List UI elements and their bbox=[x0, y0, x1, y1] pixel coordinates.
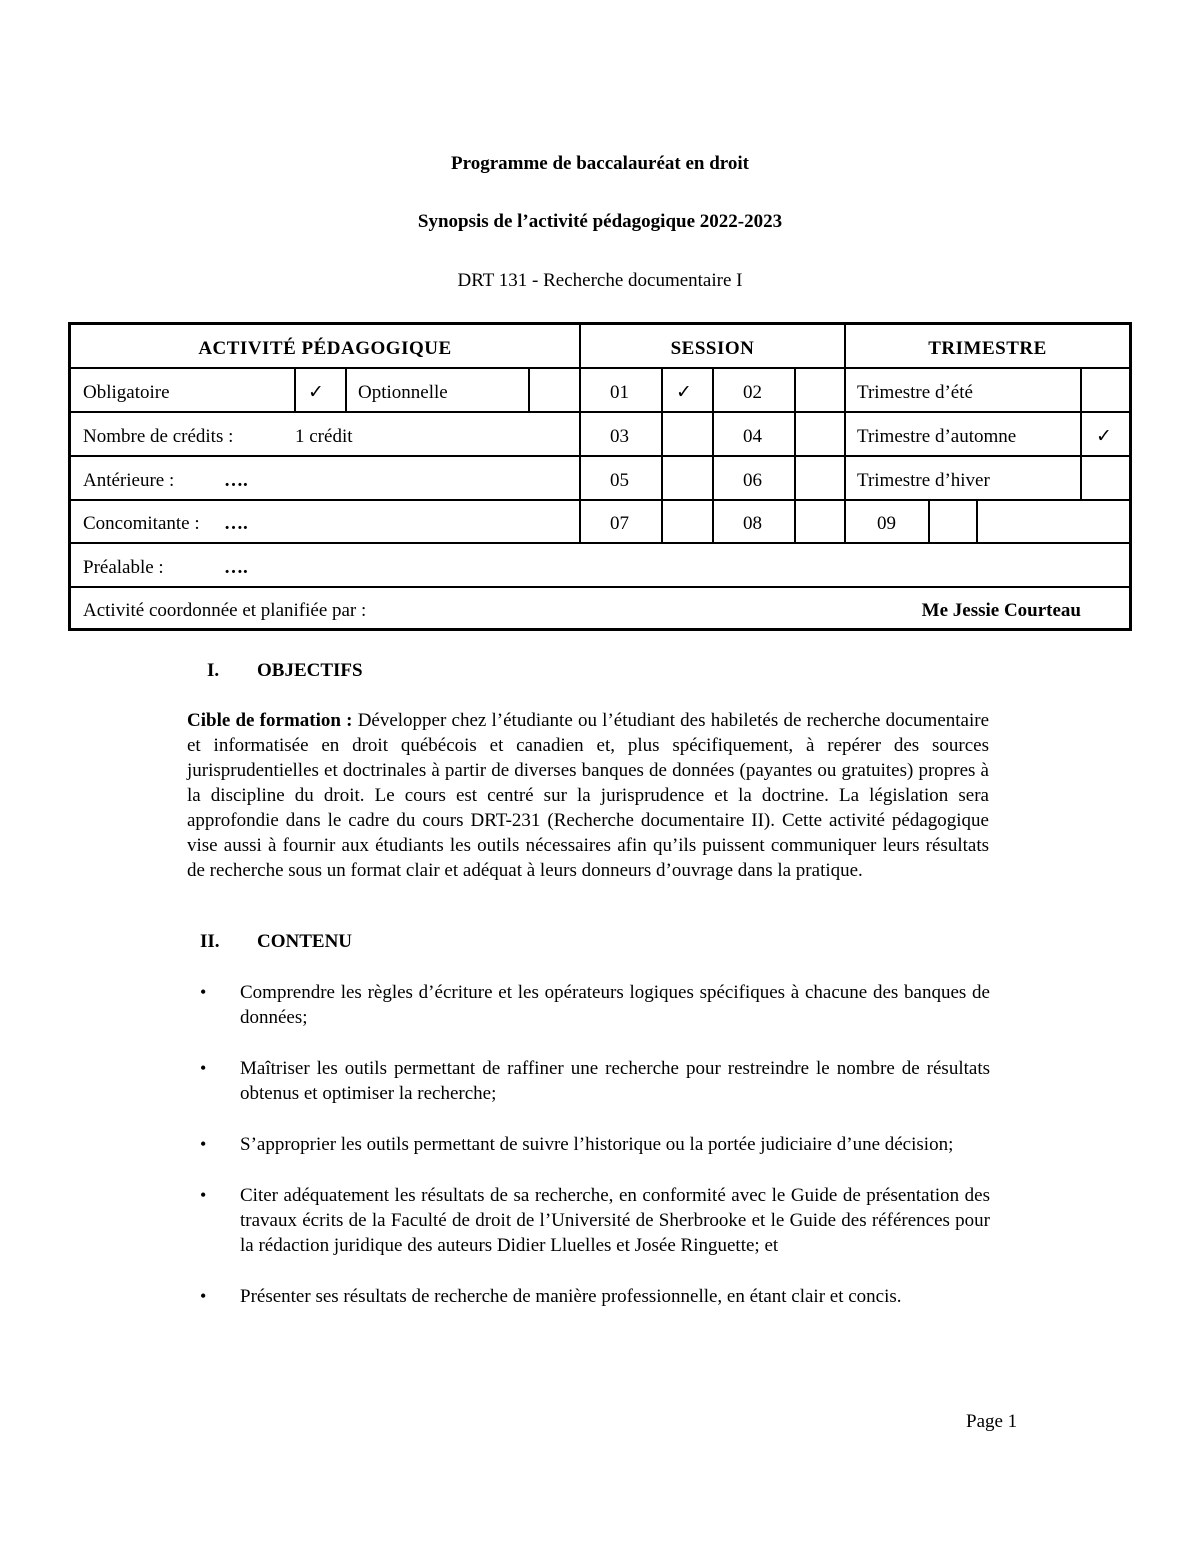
coordinated-label: Activité coordonnée et planifiée par : bbox=[83, 600, 367, 621]
trimestre-ete: Trimestre d’été bbox=[857, 382, 973, 403]
prealable-label: Préalable : bbox=[83, 557, 164, 578]
synopsis-title: Synopsis de l’activité pédagogique 2022-2023 bbox=[417, 211, 783, 232]
bullet-icon: • bbox=[200, 1134, 207, 1154]
trimestre-automne: Trimestre d’automne bbox=[857, 426, 1017, 447]
bullet-icon: • bbox=[200, 982, 207, 1002]
trimestre-hiver: Trimestre d’hiver bbox=[857, 470, 990, 491]
objectifs-heading: OBJECTIFS bbox=[257, 660, 363, 681]
concomitante-label: Concomitante : bbox=[83, 513, 200, 534]
session-07: 07 bbox=[610, 513, 629, 534]
list-item: • Comprendre les règles d’écriture et les opérateurs logiques spécifiques à chacune des banques de données; bbox=[200, 982, 990, 1028]
bullet-icon: • bbox=[200, 1058, 207, 1078]
optionnelle-label: Optionnelle bbox=[358, 382, 448, 403]
obligatoire-label: Obligatoire bbox=[83, 382, 170, 403]
bullet-icon: • bbox=[200, 1185, 207, 1205]
session-09: 09 bbox=[877, 513, 896, 534]
bullet-icon: • bbox=[200, 1286, 207, 1306]
session-04: 04 bbox=[743, 426, 762, 447]
session-01-check-icon: ✓ bbox=[676, 381, 692, 403]
course-info-table bbox=[68, 322, 1132, 631]
obligatoire-check-icon: ✓ bbox=[308, 381, 324, 403]
cible-label: Cible de formation : bbox=[187, 710, 353, 731]
program-title: Programme de baccalauréat en droit bbox=[451, 153, 749, 174]
header-activite: ACTIVITÉ PÉDAGOGIQUE bbox=[198, 338, 452, 359]
contenu-number: II. bbox=[200, 931, 220, 952]
credits-label: Nombre de crédits : bbox=[83, 426, 234, 447]
list-item: • Maîtriser les outils permettant de raffiner une recherche pour restreindre le nombre de résultats obtenus et optimiser la recherche; bbox=[200, 1058, 990, 1104]
anterieure-label: Antérieure : bbox=[83, 470, 175, 491]
course-title: DRT 131 - Recherche documentaire I bbox=[457, 270, 743, 291]
header-session: SESSION bbox=[670, 338, 755, 359]
anterieure-value: …. bbox=[224, 470, 248, 491]
objectifs-paragraph bbox=[187, 708, 989, 883]
contenu-list bbox=[200, 980, 990, 1335]
cible-text: Développer chez l’étudiante ou l’étudiant des habiletés de recherche documentaire et informatisée en droit québécois et canadien et, plus spécifiquement, à repérer des sources jurisprudentielles et doctrinales à partir de diverses banques de données (payantes ou gratuites) propres à la discipline du droit. Le cours est centré sur la jurisprudence et la doctrine. La législation sera approfondie dans le cadre du cours DRT-231 (Recherche documentaire II). Cette activité pédagogique vise aussi à fournir aux étudiants les outils nécessaires afin qu’ils puissent communiquer leurs résultats de recherche sous un format clair et adéquat à leurs donneurs d’ouvrage dans la pratique. bbox=[187, 710, 989, 881]
session-01: 01 bbox=[610, 382, 629, 403]
concomitante-value: …. bbox=[224, 513, 248, 534]
page-number: Page 1 bbox=[966, 1411, 1018, 1432]
objectifs-number: I. bbox=[207, 660, 220, 681]
coordinator-name: Me Jessie Courteau bbox=[921, 600, 1081, 621]
prealable-value: …. bbox=[224, 557, 248, 578]
session-02: 02 bbox=[743, 382, 762, 403]
session-03: 03 bbox=[610, 426, 629, 447]
session-06: 06 bbox=[743, 470, 762, 491]
trimestre-automne-check-icon: ✓ bbox=[1096, 425, 1112, 447]
contenu-heading: CONTENU bbox=[257, 931, 353, 952]
list-item: • Présenter ses résultats de recherche de manière professionnelle, en étant clair et concis. bbox=[200, 1286, 902, 1307]
list-item: • Citer adéquatement les résultats de sa recherche, en conformité avec le Guide de présentation des travaux écrits de la Faculté de droit de l’Université de Sherbrooke et le Guide des références pour la rédaction juridique des auteurs Didier Lluelles et Josée Ringuette; et bbox=[200, 1185, 990, 1256]
header-trimestre: TRIMESTRE bbox=[928, 338, 1047, 359]
session-05: 05 bbox=[610, 470, 629, 491]
credits-value: 1 crédit bbox=[295, 426, 353, 447]
list-item: • S’approprier les outils permettant de suivre l’historique ou la portée judiciaire d’une décision; bbox=[200, 1134, 954, 1155]
session-08: 08 bbox=[743, 513, 762, 534]
